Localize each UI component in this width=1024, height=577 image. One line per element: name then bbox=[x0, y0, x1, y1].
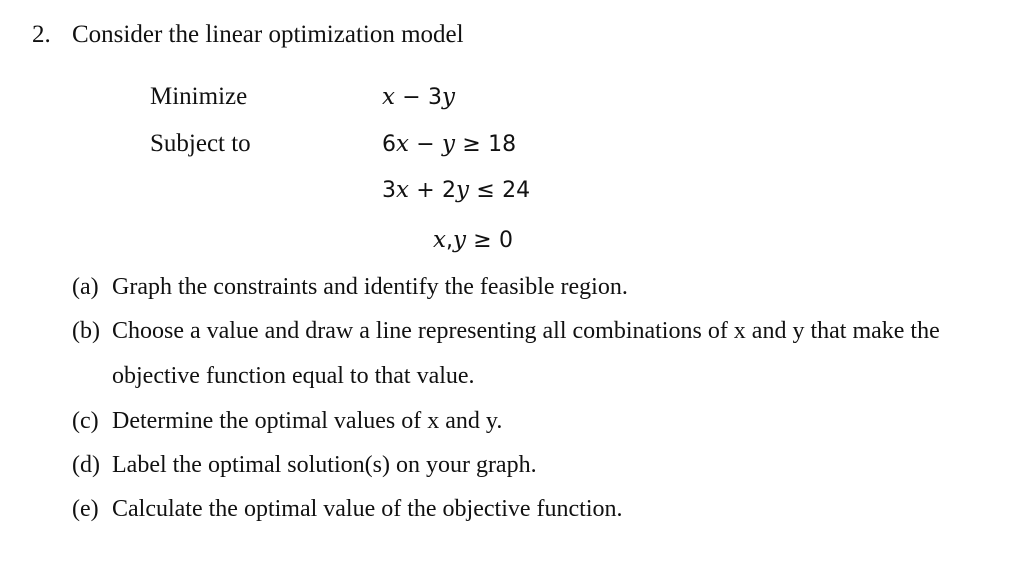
part-c-text: Determine the optimal values of x and y. bbox=[112, 408, 503, 434]
objective-coef: 3 bbox=[428, 85, 443, 110]
c1-rhs: 18 bbox=[488, 132, 517, 157]
objective-expression bbox=[382, 80, 455, 115]
c2-var-x: x bbox=[396, 177, 409, 203]
part-e-label: (e) bbox=[72, 496, 99, 522]
c3-relation: ≥ bbox=[473, 228, 492, 253]
part-a-label: (a) bbox=[72, 274, 99, 300]
c3-var-x: x bbox=[433, 227, 446, 253]
objective-var-y: y bbox=[442, 84, 456, 110]
objective-row bbox=[0, 80, 1024, 114]
part-a bbox=[72, 271, 628, 303]
constraint-row-2 bbox=[0, 173, 1024, 207]
question-number: 2. bbox=[32, 21, 51, 48]
c1-var-y: y bbox=[442, 131, 456, 157]
part-e bbox=[72, 493, 623, 525]
objective-operator: − bbox=[402, 85, 421, 110]
c2-relation: ≤ bbox=[476, 178, 495, 203]
c2-var-y: y bbox=[456, 177, 470, 203]
part-c bbox=[72, 405, 502, 437]
c1-var-x: x bbox=[396, 131, 409, 157]
part-d-label: (d) bbox=[72, 452, 100, 478]
c1-operator: − bbox=[416, 132, 435, 157]
part-d bbox=[72, 449, 537, 481]
c2-rhs: 24 bbox=[502, 178, 531, 203]
part-a-text: Graph the constraints and identify the feasible region. bbox=[112, 274, 628, 300]
constraint-row-1 bbox=[0, 127, 1024, 161]
part-b-continuation: objective function equal to that value. bbox=[112, 363, 475, 389]
question-header bbox=[32, 18, 464, 52]
constraint-2-expression bbox=[382, 173, 530, 208]
part-e-text: Calculate the optimal value of the objective function. bbox=[112, 496, 623, 522]
part-b bbox=[72, 315, 940, 347]
c3-var-y: y bbox=[452, 227, 466, 253]
c2-coef-y: 2 bbox=[442, 178, 457, 203]
part-c-label: (c) bbox=[72, 408, 99, 434]
part-b-label: (b) bbox=[72, 318, 100, 344]
objective-var-x: x bbox=[382, 84, 395, 110]
c3-rhs: 0 bbox=[499, 228, 514, 253]
constraint-row-3 bbox=[0, 223, 1024, 257]
part-d-text: Label the optimal solution(s) on your graph. bbox=[112, 452, 537, 478]
constraint-3-expression bbox=[433, 223, 513, 258]
c1-relation: ≥ bbox=[462, 132, 481, 157]
c2-coef-x: 3 bbox=[382, 178, 396, 203]
question-intro: Consider the linear optimization model bbox=[72, 21, 464, 48]
c3-separator: , bbox=[445, 228, 453, 253]
c1-coef-x: 6 bbox=[382, 132, 396, 157]
part-b-text: Choose a value and draw a line representing all combinations of x and y that make the bbox=[112, 318, 940, 344]
c2-operator: + bbox=[416, 178, 435, 203]
constraint-1-expression bbox=[382, 127, 516, 162]
objective-label: Minimize bbox=[150, 83, 248, 110]
constraints-label: Subject to bbox=[150, 130, 251, 157]
